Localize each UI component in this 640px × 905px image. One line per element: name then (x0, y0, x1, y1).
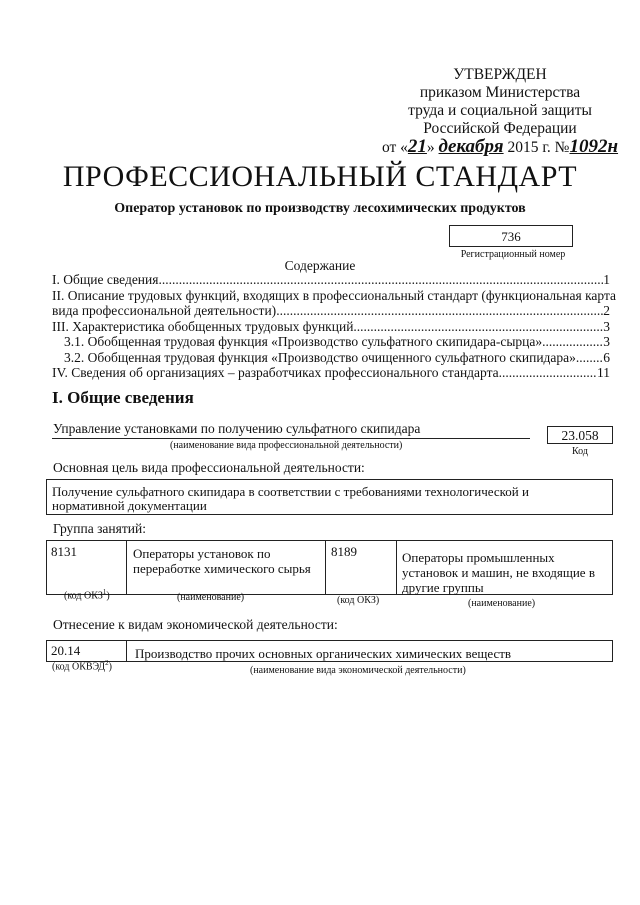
document-subtitle: Оператор установок по производству лесохимических продуктов (114, 201, 526, 216)
table-of-contents (52, 272, 617, 381)
group-caption-name-2: (наименование) (468, 598, 536, 609)
approval-month: декабря (438, 136, 504, 157)
group-name-2-line-3: другие группы (402, 580, 484, 595)
activity-code-box: 23.058 (547, 426, 613, 444)
group-caption-code-1: (код ОКЗ$^1$) (64, 588, 110, 602)
registration-number-box: 736 (449, 225, 573, 247)
toc-item[interactable]: I. Общие сведения ..... 1 (52, 272, 610, 288)
activity-name: Управление установками по получению сульфатного скипидара (53, 421, 421, 436)
approval-block (380, 66, 620, 157)
group-label: Группа занятий: (53, 521, 146, 536)
registration-caption: Регистрационный номер (460, 249, 566, 260)
section-heading: I. Общие сведения (52, 388, 194, 407)
toc-item[interactable]: 3.1. Обобщенная трудовая функция «Производство сульфатного скипидара-сырца» ..... 3 (52, 334, 610, 350)
table-divider (325, 541, 326, 595)
activity-caption: (наименование вида профессиональной деятельности) (170, 440, 403, 451)
approval-line-1: УТВЕРЖДЕН (453, 66, 547, 83)
approval-date-line: от «21» декабря 2015 г. №1092н (381, 136, 619, 157)
group-code-1: 8131 (51, 544, 77, 559)
group-code-2: 8189 (331, 544, 357, 559)
group-name-2-line-1: Операторы промышленных (402, 550, 555, 565)
contents-heading: Содержание (284, 258, 356, 273)
activity-underline (52, 438, 530, 439)
toc-item[interactable]: 3.2. Обобщенная трудовая функция «Производство очищенного сульфатного скипидара» ..... 6 (52, 350, 610, 366)
toc-item[interactable]: III. Характеристика обобщенных трудовых функций ..... 3 (52, 319, 610, 335)
goal-text-line-2: нормативной документации (52, 498, 207, 513)
approval-line-3: труда и социальной защиты (408, 102, 592, 119)
code-caption: Код (572, 446, 588, 457)
toc-item[interactable]: вида профессиональной деятельности) ..... 2 (52, 303, 610, 319)
econ-code: 20.14 (51, 643, 81, 658)
group-caption-code-2: (код ОКЗ) (337, 595, 380, 606)
econ-caption-code: (код ОКВЭД$^2$) (52, 659, 112, 673)
group-name-1-line-1: Операторы установок по (133, 546, 271, 561)
document-title: ПРОФЕССИОНАЛЬНЫЙ СТАНДАРТ (62, 160, 578, 193)
approval-number: 1092н (569, 136, 619, 157)
toc-item[interactable]: IV. Сведения об организациях – разработчиках профессионального стандарта ..... 11 (52, 365, 610, 381)
approval-line-2: приказом Министерства (419, 84, 581, 101)
econ-label: Отнесение к видам экономической деятельности: (53, 617, 338, 632)
goal-label: Основная цель вида профессиональной деятельности: (53, 460, 365, 475)
table-divider (396, 541, 397, 595)
table-divider (126, 541, 127, 595)
approval-line-4: Российской Федерации (423, 120, 577, 137)
econ-caption-name: (наименование вида экономической деятельности) (250, 665, 466, 676)
goal-box (46, 479, 613, 515)
table-divider (126, 641, 127, 662)
approval-day: 21 (407, 136, 427, 157)
occupation-group-table (46, 540, 613, 595)
group-caption-name-1: (наименование) (177, 592, 245, 603)
econ-name: Производство прочих основных органических химических веществ (135, 646, 512, 661)
toc-item-line[interactable]: II. Описание трудовых функций, входящих в профессиональный стандарт (функциональная карта (52, 287, 617, 303)
group-name-1-line-2: переработке химического сырья (133, 561, 311, 576)
econ-table (46, 640, 613, 662)
group-name-2-line-2: установок и машин, не входящие в (402, 565, 595, 580)
goal-text-line-1: Получение сульфатного скипидара в соответствии с требованиями технологической и (52, 484, 529, 499)
